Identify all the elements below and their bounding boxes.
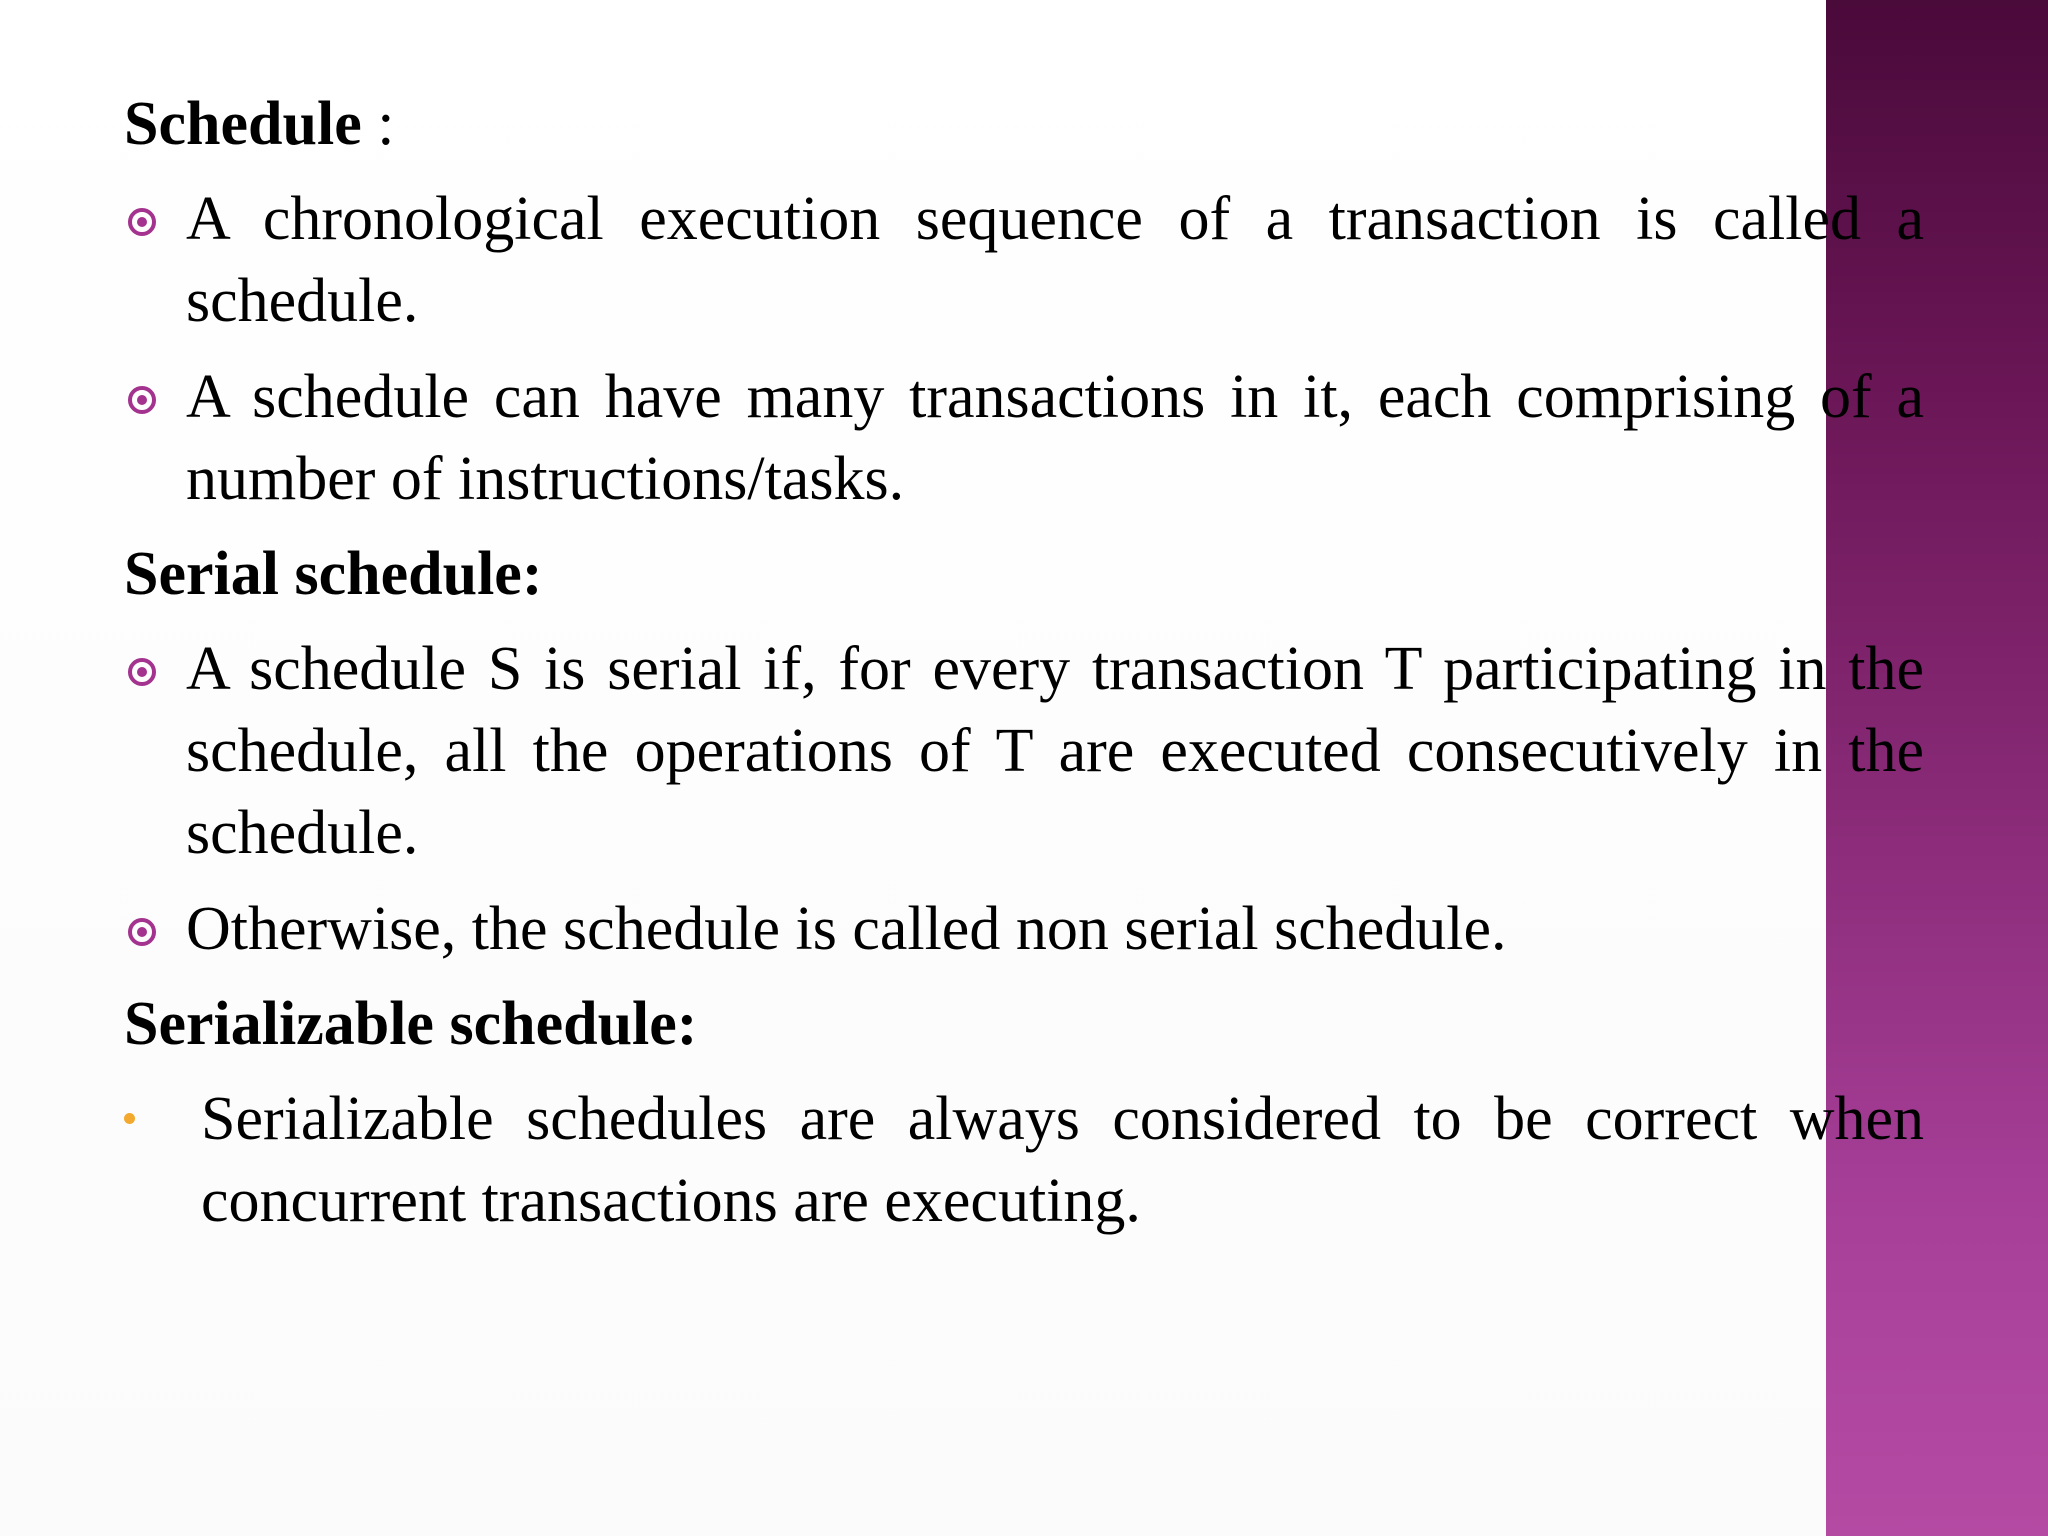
bullet-text: Serializable schedules are always considered to be correct when concurrent transactions are executing. xyxy=(201,1085,1924,1235)
circle-bullet-icon xyxy=(128,658,156,686)
heading-schedule xyxy=(124,84,1924,164)
circle-bullet-icon xyxy=(128,208,156,236)
heading-serializable-schedule: Serializable schedule: xyxy=(124,990,698,1058)
bullet-item xyxy=(124,628,1924,874)
bullet-item xyxy=(124,888,1924,970)
heading-serial-schedule: Serial schedule: xyxy=(124,540,543,608)
bullet-text: A chronological execution sequence of a transaction is called a schedule. xyxy=(186,185,1924,335)
slide-content xyxy=(124,84,1924,1242)
bullet-text: A schedule S is serial if, for every transaction T participating in the schedule, all the operations of T are executed consecutively in the schedule. xyxy=(186,635,1924,867)
bullet-item xyxy=(124,1078,1924,1242)
dot-bullet-icon xyxy=(124,1113,135,1124)
bullet-item xyxy=(124,178,1924,342)
bullet-text: A schedule can have many transactions in it, each comprising of a number of instructions/tasks. xyxy=(186,363,1924,513)
bullet-text: Otherwise, the schedule is called non serial schedule. xyxy=(186,895,1507,963)
circle-bullet-icon xyxy=(128,918,156,946)
circle-bullet-icon xyxy=(128,386,156,414)
heading-schedule-text: Schedule xyxy=(124,90,362,158)
bullet-item xyxy=(124,356,1924,520)
heading-schedule-colon: : xyxy=(361,90,395,158)
